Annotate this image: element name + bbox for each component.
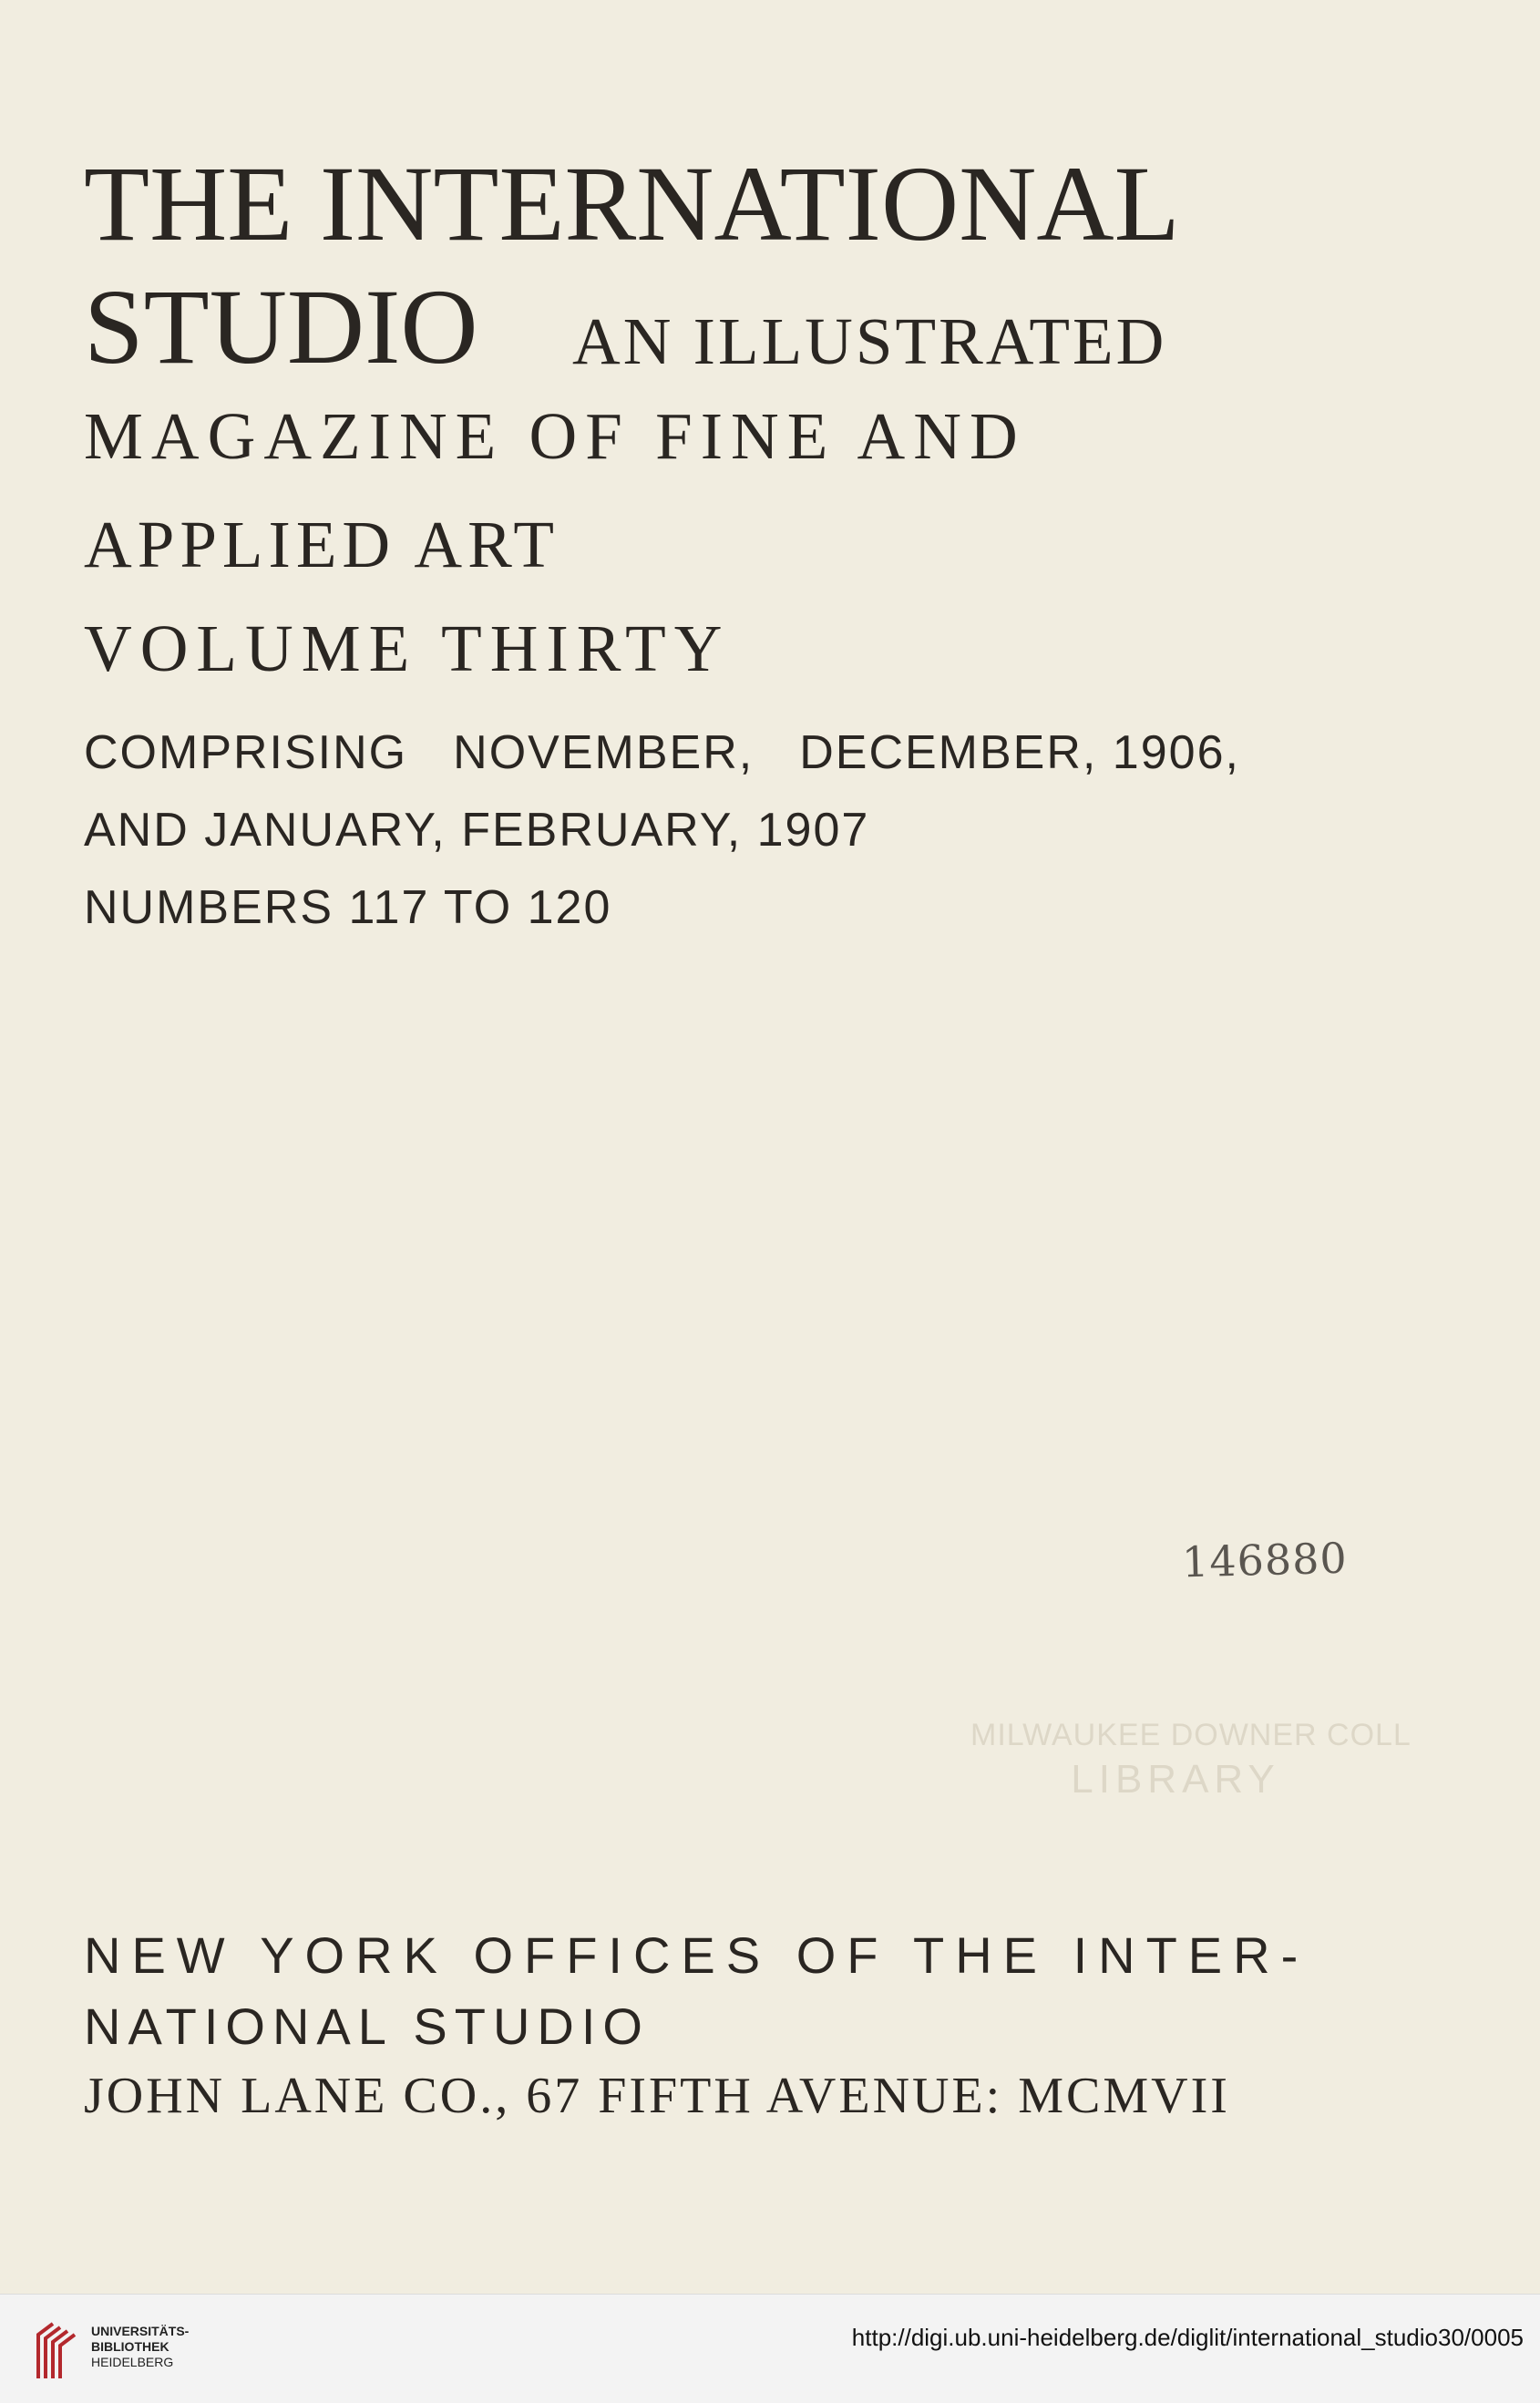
publisher-line-1: NEW YORK OFFICES OF THE INTER- (84, 1926, 1309, 1984)
comprising-line-2: AND JANUARY, FEBRUARY, 1907 (84, 804, 870, 857)
accession-number-stamp: 146880 (1181, 1533, 1349, 1587)
comprising-december: DECEMBER, 1906, (799, 726, 1240, 779)
title-line-3: MAGAZINE OF FINE AND (84, 399, 1026, 473)
title-line-4: APPLIED ART (84, 508, 560, 581)
library-name-line-2: BIBLIOTHEK (91, 2339, 169, 2354)
footer-bar (0, 2294, 1540, 2403)
source-url-link[interactable]: http://digi.ub.uni-heidelberg.de/diglit/international_studio30/0005 (851, 2324, 1524, 2351)
library-name-line-3: HEIDELBERG (91, 2355, 174, 2369)
comprising-november: NOVEMBER, (453, 726, 755, 779)
numbers-line: NUMBERS 117 TO 120 (84, 881, 612, 934)
comprising-line-1 (84, 726, 1240, 779)
library-stamp-line-1: MILWAUKEE DOWNER COLL (970, 1718, 1412, 1752)
publisher-line-2: NATIONAL STUDIO (84, 1997, 650, 2055)
library-stamp-line-2: LIBRARY (1071, 1757, 1280, 1802)
library-name (91, 2324, 189, 2370)
comprising-word: COMPRISING (84, 726, 408, 779)
heidelberg-logo-icon[interactable] (33, 2315, 87, 2382)
library-name-line-1: UNIVERSITÄTS- (91, 2324, 190, 2338)
publisher-line-3: JOHN LANE CO., 67 FIFTH AVENUE: MCMVII (84, 2068, 1230, 2124)
title-studio: STUDIO (84, 267, 478, 386)
title-an-illustrated: AN ILLUSTRATED (572, 304, 1167, 378)
volume-title: VOLUME THIRTY (84, 611, 731, 685)
title-line-1: THE INTERNATIONAL (84, 144, 1180, 263)
library-embossed-stamp (970, 1718, 1412, 1802)
